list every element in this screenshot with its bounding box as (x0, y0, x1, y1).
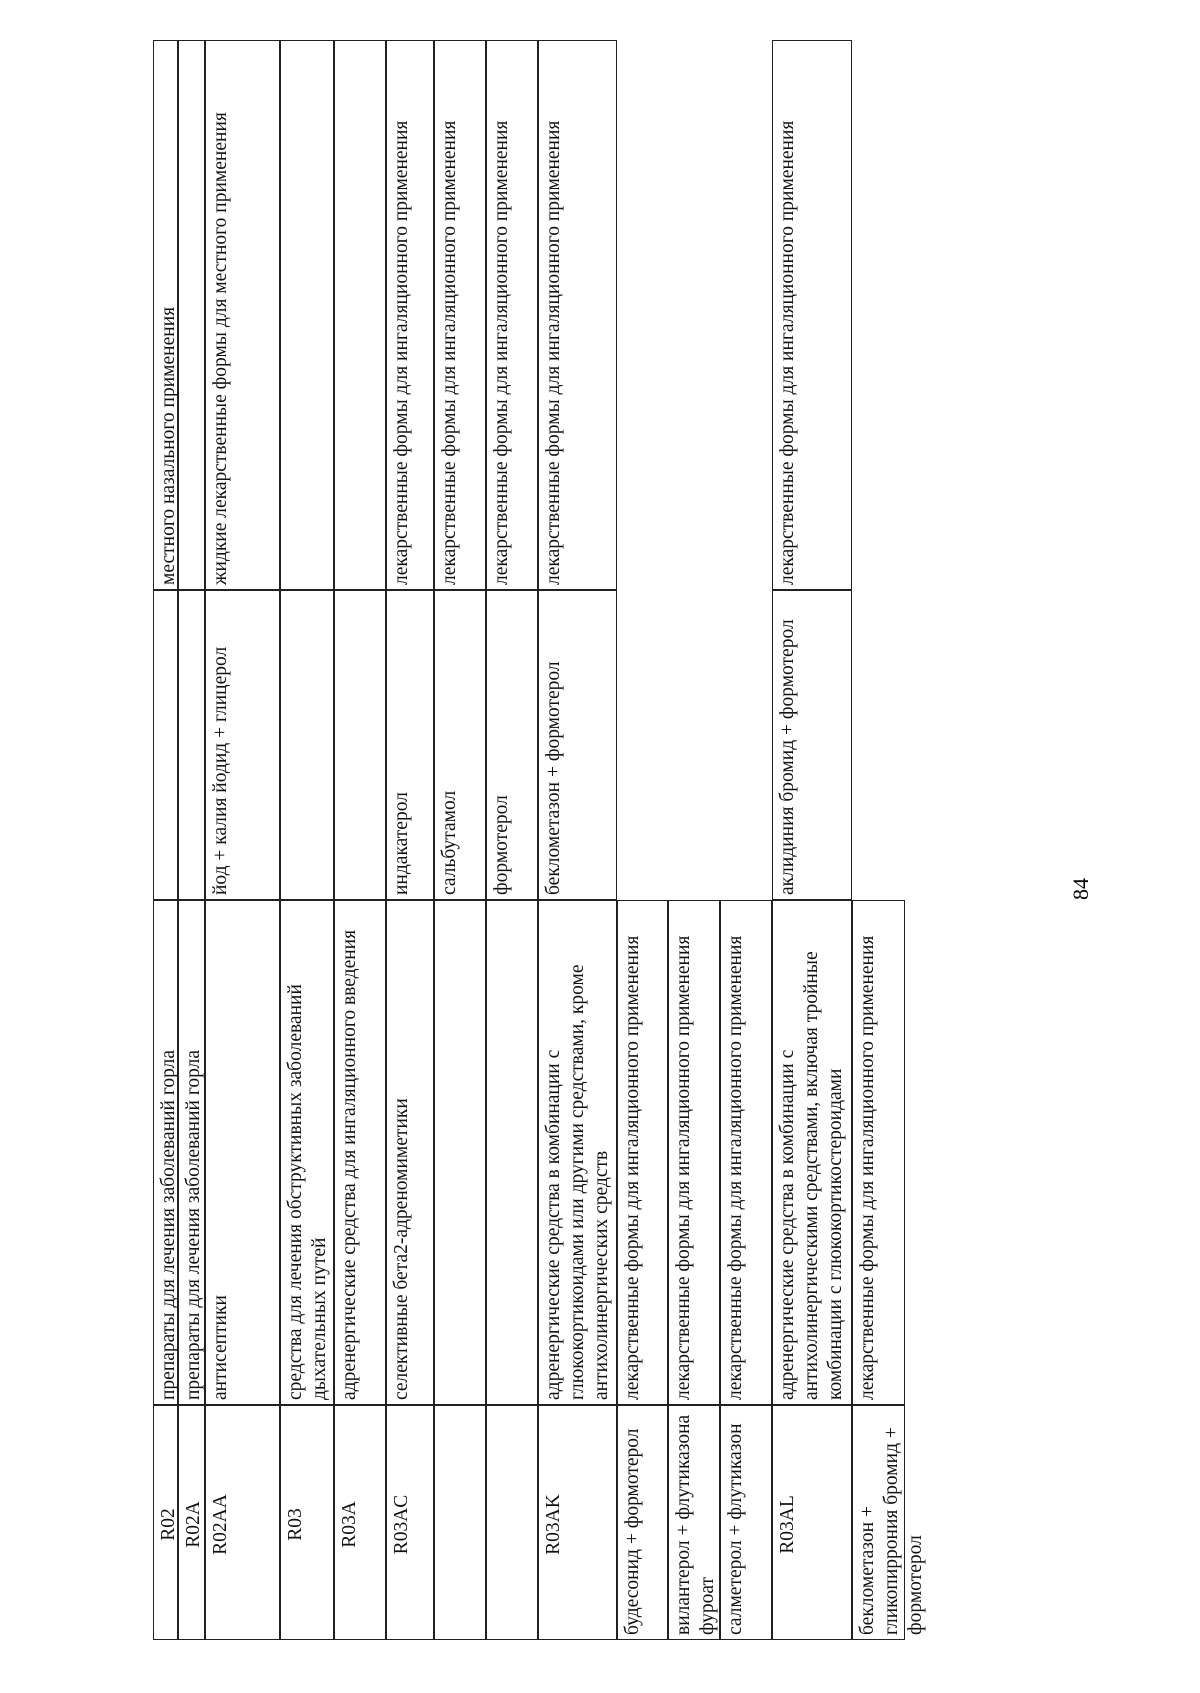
name-cell-text: беклометазон + формотерол (543, 661, 564, 895)
code-cell (434, 1405, 486, 1640)
code-cell-text: R03 (285, 1508, 306, 1541)
code-cell (205, 1405, 280, 1640)
code-cell-text: R02A (183, 1501, 204, 1548)
form-cell (153, 40, 178, 590)
name-cell (434, 590, 486, 900)
group-cell-text: препараты для лечения заболеваний горла (158, 1050, 179, 1400)
group-cell-text: препараты для лечения заболеваний горла (183, 1050, 204, 1400)
name-cell-text: аклидиния бромид + формотерол (777, 619, 798, 895)
name-cell-text: йод + калия йодид + глицерол (210, 646, 231, 895)
group-cell-text: селективные бета2-адреномиметики (391, 1098, 412, 1400)
form-cell-text: жидкие лекарственные формы для местного применения (210, 112, 231, 585)
group-cell (434, 900, 486, 1405)
name-cell (280, 590, 334, 900)
group-cell (852, 900, 905, 1405)
code-cell-text: беклометазон + гликопиррония бромид + формотерол (857, 1427, 926, 1635)
group-cell (153, 900, 178, 1405)
code-cell-text: R03AK (543, 1494, 564, 1555)
form-cell (205, 40, 280, 590)
group-cell (280, 900, 334, 1405)
name-cell-text: индакатерол (391, 792, 412, 895)
group-cell (334, 900, 386, 1405)
code-cell-text: салметерол + флутиказон (725, 1423, 746, 1635)
group-cell (486, 900, 538, 1405)
form-cell-text: лекарственные формы для ингаляционного применения (491, 120, 512, 585)
name-cell-text: формотерол (491, 795, 512, 895)
form-cell (772, 40, 852, 590)
code-cell-text: R03AC (391, 1494, 412, 1555)
code-cell-text: будесонид + формотерол (622, 1428, 643, 1635)
group-cell-text: лекарственные формы для ингаляционного применения (622, 935, 643, 1400)
group-cell-text: адренергические средства для ингаляционного введения (339, 929, 360, 1400)
form-cell (434, 40, 486, 590)
code-cell (153, 1405, 178, 1640)
code-cell-text: R03AL (777, 1495, 798, 1554)
code-cell (772, 1405, 852, 1640)
form-cell (334, 40, 386, 590)
group-cell (538, 900, 617, 1405)
group-cell-text: лекарственные формы для ингаляционного применения (725, 935, 746, 1400)
form-cell (386, 40, 434, 590)
code-cell-text: R02 (158, 1508, 179, 1541)
form-cell-text: лекарственные формы для ингаляционного применения (439, 120, 460, 585)
code-cell (852, 1405, 926, 1640)
form-cell (486, 40, 538, 590)
code-cell (538, 1405, 617, 1640)
group-cell (772, 900, 852, 1405)
name-cell (334, 590, 386, 900)
code-cell (668, 1405, 720, 1640)
group-cell (617, 900, 668, 1405)
code-cell (334, 1405, 386, 1640)
group-cell-text: антисептики (210, 1295, 231, 1400)
name-cell (386, 590, 434, 900)
code-cell (386, 1405, 434, 1640)
group-cell (386, 900, 434, 1405)
name-cell (772, 590, 852, 900)
form-cell (538, 40, 617, 590)
group-cell (720, 900, 772, 1405)
code-cell (617, 1405, 668, 1640)
group-cell (178, 900, 205, 1405)
name-cell (178, 590, 205, 900)
code-cell-text: вилантерол + флутиказона фуроат (673, 1414, 718, 1635)
form-cell (178, 40, 205, 590)
code-cell (280, 1405, 334, 1640)
group-cell-text: средства для лечения обструктивных заболеваний дыхательных путей (285, 984, 330, 1400)
form-cell-text: лекарственные формы для ингаляционного применения (391, 120, 412, 585)
group-cell-text: адренергические средства в комбинации с глюкокортикоидами или другими средствами, кроме антихолинергических средств (543, 964, 612, 1400)
group-cell-text: лекарственные формы для ингаляционного применения (857, 935, 878, 1400)
group-cell (668, 900, 720, 1405)
form-cell (280, 40, 334, 590)
form-cell-text: лекарственные формы для ингаляционного применения (777, 120, 798, 585)
code-cell-text: R02AA (210, 1494, 231, 1555)
form-cell-text: лекарственные формы для ингаляционного применения (543, 120, 564, 585)
group-cell (205, 900, 280, 1405)
page-number: 84 (1068, 878, 1093, 900)
name-cell (486, 590, 538, 900)
code-cell-text: R03A (339, 1501, 360, 1548)
code-cell (720, 1405, 772, 1640)
name-cell (205, 590, 280, 900)
name-cell (538, 590, 617, 900)
code-cell (178, 1405, 205, 1640)
form-cell-text: местного назального применения (158, 306, 179, 585)
group-cell-text: лекарственные формы для ингаляционного применения (673, 935, 694, 1400)
name-cell-text: сальбутамол (439, 790, 460, 895)
code-cell (486, 1405, 538, 1640)
name-cell (153, 590, 178, 900)
group-cell-text: адренергические средства в комбинации с антихолинергическими средствами, включая тройные комбинации с глюкокортикостероидами (777, 951, 846, 1400)
